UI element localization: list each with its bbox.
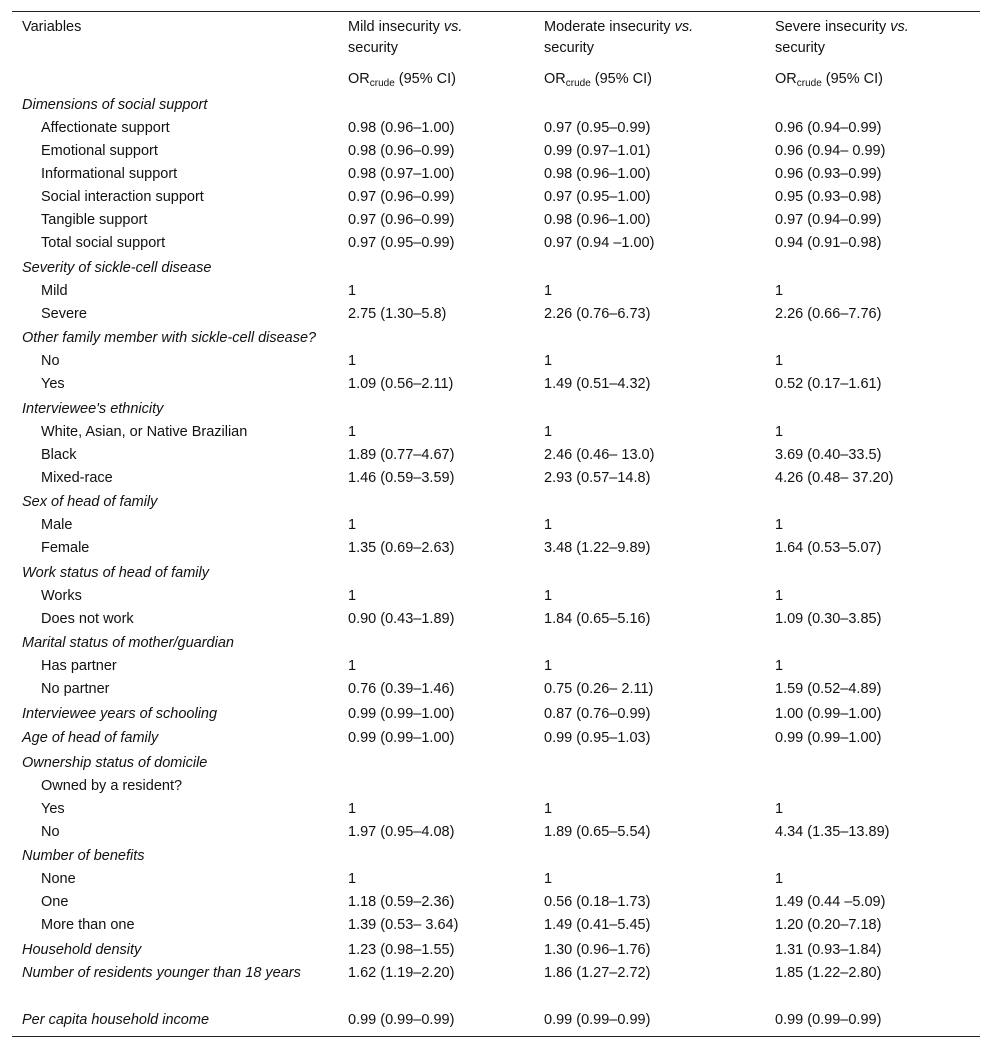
table-row (12, 655, 980, 678)
moderate-or-cell: 1.30 (0.96–1.76) (544, 941, 651, 958)
row-label: Mixed-race (41, 469, 113, 486)
table-group-row (12, 398, 980, 421)
moderate-or-cell: 1 (544, 517, 553, 533)
mild-or-cell: 0.98 (0.96–0.99) (348, 143, 455, 159)
mild-or-cell: 0.97 (0.96–0.99) (348, 212, 455, 228)
header-severe-security: security (775, 40, 825, 56)
severe-or-cell: 1 (775, 423, 784, 440)
mild-or-cell: 1.89 (0.77–4.67) (348, 446, 455, 463)
group-label: Marital status of mother/guardian (22, 635, 234, 651)
mild-or-cell: 1.46 (0.59–3.59) (348, 469, 455, 486)
severe-or-cell: 0.99 (0.99–1.00) (775, 730, 882, 746)
mild-or-cell: 1.09 (0.56–2.11) (348, 376, 454, 392)
mild-or-cell: 0.99 (0.99–1.00) (348, 705, 455, 722)
header-mild-vs: vs. (443, 19, 463, 35)
header-severe-vs-security (775, 17, 909, 59)
mild-or-cell: 0.98 (0.96–1.00) (348, 120, 455, 136)
moderate-or-cell: 1.49 (0.51–4.32) (544, 376, 651, 392)
table-row (12, 350, 980, 373)
severe-or-cell: 1 (775, 353, 784, 369)
table-row (12, 608, 980, 631)
moderate-or-cell: 1 (544, 423, 553, 440)
table-group-row (12, 94, 980, 117)
table-group-row (12, 727, 980, 750)
moderate-or-cell: 0.97 (0.95–0.99) (544, 120, 651, 136)
table-row (12, 514, 980, 537)
mild-or-cell: 1 (348, 658, 357, 674)
table-group-row (12, 632, 980, 655)
severe-or-cell: 3.69 (0.40–33.5) (775, 446, 882, 463)
severe-or-cell: 1 (775, 800, 784, 817)
table-group-row (12, 963, 980, 1007)
severe-or-cell: 1.09 (0.30–3.85) (775, 610, 882, 627)
severe-or-cell: 1.64 (0.53–5.07) (775, 540, 882, 556)
table-row (12, 186, 980, 209)
severe-or-cell: 1 (775, 658, 784, 674)
severe-or-cell: 0.95 (0.93–0.98) (775, 189, 882, 205)
row-label: Works (41, 587, 82, 604)
severe-or-cell: 4.34 (1.35–13.89) (775, 823, 890, 840)
header-or-crude-3 (775, 69, 883, 90)
row-label: None (41, 871, 76, 887)
row-label: Yes (41, 800, 65, 817)
header-variables (22, 17, 81, 38)
mild-or-cell: 0.98 (0.97–1.00) (348, 166, 455, 182)
mild-or-cell: 1 (348, 282, 357, 299)
mild-or-cell: 1.62 (1.19–2.20) (348, 965, 455, 981)
mild-or-cell: 1 (348, 800, 357, 817)
severe-or-cell: 2.26 (0.66–7.76) (775, 305, 882, 322)
table-row (12, 798, 980, 821)
moderate-or-cell: 1.84 (0.65–5.16) (544, 610, 651, 627)
moderate-or-cell: 2.93 (0.57–14.8) (544, 469, 651, 486)
table-row (12, 775, 980, 798)
mild-or-cell: 0.97 (0.95–0.99) (348, 235, 455, 251)
severe-or-cell: 1 (775, 282, 784, 299)
table-group-row (12, 327, 980, 350)
mild-or-cell: 0.90 (0.43–1.89) (348, 610, 455, 627)
moderate-or-cell: 0.87 (0.76–0.99) (544, 705, 651, 722)
mild-or-cell: 1.18 (0.59–2.36) (348, 894, 455, 910)
table-top-rule (12, 11, 980, 12)
or-label: OR (775, 71, 797, 87)
moderate-or-cell: 1.49 (0.41–5.45) (544, 917, 651, 933)
table-row (12, 280, 980, 303)
mild-or-cell: 1.35 (0.69–2.63) (348, 540, 455, 556)
table-group-row (12, 845, 980, 868)
severe-or-cell: 0.96 (0.93–0.99) (775, 166, 882, 182)
table-group-row (12, 491, 980, 514)
moderate-or-cell: 0.99 (0.95–1.03) (544, 730, 651, 746)
header-moderate-text: Moderate insecurity (544, 19, 675, 35)
table-row (12, 537, 980, 560)
severe-or-cell: 1.00 (0.99–1.00) (775, 705, 882, 722)
table-row (12, 163, 980, 186)
moderate-or-cell: 0.56 (0.18–1.73) (544, 894, 651, 910)
moderate-or-cell: 1 (544, 871, 553, 887)
or-label: OR (544, 71, 566, 87)
severe-or-cell: 1.49 (0.44 –5.09) (775, 894, 886, 910)
row-label: Total social support (41, 235, 166, 251)
table-group-row (12, 257, 980, 280)
row-label: Social interaction support (41, 189, 204, 205)
severe-or-cell: 1 (775, 871, 784, 887)
mild-or-cell: 1 (348, 517, 357, 533)
row-label: No (41, 823, 60, 840)
mild-or-cell: 1 (348, 423, 357, 440)
or-subscript: crude (369, 78, 395, 89)
severe-or-cell: 1.85 (1.22–2.80) (775, 965, 882, 981)
row-label: Severe (41, 305, 87, 322)
header-severe-text: Severe insecurity (775, 19, 891, 35)
moderate-or-cell: 0.98 (0.96–1.00) (544, 212, 651, 228)
moderate-or-cell: 1 (544, 353, 553, 369)
row-label: One (41, 894, 69, 910)
row-label: More than one (41, 917, 135, 933)
row-label: Yes (41, 376, 65, 392)
severe-or-cell: 4.26 (0.48– 37.20) (775, 469, 894, 486)
severe-or-cell: 1.59 (0.52–4.89) (775, 681, 882, 697)
mild-or-cell: 1.39 (0.53– 3.64) (348, 917, 459, 933)
table-row (12, 467, 980, 490)
mild-or-cell: 1 (348, 871, 357, 887)
table-group-row (12, 1009, 980, 1032)
or-label: OR (348, 71, 370, 87)
group-label: Interviewee years of schooling (22, 705, 218, 722)
severe-or-cell: 1.20 (0.20–7.18) (775, 917, 882, 933)
header-variables-label: Variables (22, 19, 82, 35)
moderate-or-cell: 2.26 (0.76–6.73) (544, 305, 651, 322)
table-row (12, 232, 980, 255)
row-label: White, Asian, or Native Brazilian (41, 423, 248, 440)
moderate-or-cell: 0.97 (0.95–1.00) (544, 189, 651, 205)
moderate-or-cell: 1 (544, 282, 553, 299)
table-row (12, 421, 980, 444)
table-row (12, 585, 980, 608)
severe-or-cell: 1.31 (0.93–1.84) (775, 941, 882, 958)
table-group-row (12, 939, 980, 962)
group-label: Interviewee's ethnicity (22, 400, 164, 417)
row-label: Has partner (41, 658, 117, 674)
table-row (12, 821, 980, 844)
mild-or-cell: 1 (348, 587, 357, 604)
severe-or-cell: 1 (775, 587, 784, 604)
header-moderate-security: security (544, 40, 594, 56)
header-mild-security: security (348, 40, 398, 56)
table-row (12, 444, 980, 467)
table-group-row (12, 703, 980, 726)
table-bottom-rule (12, 1036, 980, 1037)
table-row (12, 117, 980, 140)
table-row (12, 868, 980, 891)
table-row (12, 373, 980, 396)
moderate-or-cell: 0.97 (0.94 –1.00) (544, 235, 655, 251)
moderate-or-cell: 0.75 (0.26– 2.11) (544, 681, 654, 697)
mild-or-cell: 0.76 (0.39–1.46) (348, 681, 455, 697)
or-subscript: crude (796, 78, 822, 89)
group-label: Number of residents younger than 18 years (22, 965, 301, 981)
row-label: Black (41, 446, 77, 463)
moderate-or-cell: 1.89 (0.65–5.54) (544, 823, 651, 840)
moderate-or-cell: 3.48 (1.22–9.89) (544, 540, 651, 556)
severe-or-cell: 0.99 (0.99–0.99) (775, 1011, 882, 1028)
mild-or-cell: 0.99 (0.99–1.00) (348, 730, 455, 746)
table-group-row (12, 562, 980, 585)
group-label: Household density (22, 941, 142, 958)
group-label: Age of head of family (22, 730, 159, 746)
severe-or-cell: 0.52 (0.17–1.61) (775, 376, 882, 392)
or-ci-label: (95% CI) (394, 71, 457, 87)
header-moderate-vs: vs. (674, 19, 694, 35)
row-label: Does not work (41, 610, 134, 627)
or-subscript: crude (565, 78, 591, 89)
table-row (12, 140, 980, 163)
header-severe-vs: vs. (890, 19, 909, 35)
group-label: Other family member with sickle-cell disease? (22, 330, 317, 346)
row-label: Mild (41, 282, 68, 299)
moderate-or-cell: 0.98 (0.96–1.00) (544, 166, 651, 182)
moderate-or-cell: 1.86 (1.27–2.72) (544, 965, 651, 981)
header-mild-vs-security (348, 17, 462, 59)
mild-or-cell: 1.23 (0.98–1.55) (348, 941, 455, 958)
severe-or-cell: 0.94 (0.91–0.98) (775, 235, 882, 251)
table-row (12, 891, 980, 914)
or-ci-label: (95% CI) (821, 71, 884, 87)
header-or-crude-1 (348, 69, 456, 90)
row-label: Female (41, 540, 90, 556)
severe-or-cell: 1 (775, 517, 784, 533)
moderate-or-cell: 1 (544, 587, 553, 604)
mild-or-cell: 1.97 (0.95–4.08) (348, 823, 455, 840)
table-row (12, 303, 980, 326)
moderate-or-cell: 2.46 (0.46– 13.0) (544, 446, 655, 463)
group-label: Work status of head of family (22, 564, 209, 581)
table-row (12, 914, 980, 937)
group-label: Per capita household income (22, 1011, 210, 1028)
row-label: Tangible support (41, 212, 148, 228)
mild-or-cell: 2.75 (1.30–5.8) (348, 305, 447, 322)
or-ci-label: (95% CI) (590, 71, 653, 87)
moderate-or-cell: 1 (544, 800, 553, 817)
group-label: Number of benefits (22, 848, 145, 864)
row-label: No (41, 353, 60, 369)
severe-or-cell: 0.97 (0.94–0.99) (775, 212, 882, 228)
row-label: Emotional support (41, 143, 158, 159)
moderate-or-cell: 1 (544, 658, 553, 674)
table-row (12, 678, 980, 701)
group-label: Ownership status of domicile (22, 754, 208, 771)
header-or-crude-2 (544, 69, 652, 90)
moderate-or-cell: 0.99 (0.97–1.01) (544, 143, 651, 159)
group-label: Severity of sickle-cell disease (22, 259, 212, 276)
table-group-row (12, 752, 980, 775)
row-label: Male (41, 517, 73, 533)
row-label: Owned by a resident? (41, 777, 183, 794)
table-row (12, 209, 980, 232)
severe-or-cell: 0.96 (0.94– 0.99) (775, 143, 886, 159)
group-label: Sex of head of family (22, 494, 158, 510)
mild-or-cell: 0.99 (0.99–0.99) (348, 1011, 455, 1028)
mild-or-cell: 0.97 (0.96–0.99) (348, 189, 455, 205)
header-mild-text: Mild insecurity (348, 19, 444, 35)
row-label: Affectionate support (41, 120, 170, 136)
mild-or-cell: 1 (348, 353, 357, 369)
row-label: Informational support (41, 166, 178, 182)
group-label: Dimensions of social support (22, 97, 208, 113)
row-label: No partner (41, 681, 110, 697)
moderate-or-cell: 0.99 (0.99–0.99) (544, 1011, 651, 1028)
header-moderate-vs-security (544, 17, 693, 59)
severe-or-cell: 0.96 (0.94–0.99) (775, 120, 882, 136)
